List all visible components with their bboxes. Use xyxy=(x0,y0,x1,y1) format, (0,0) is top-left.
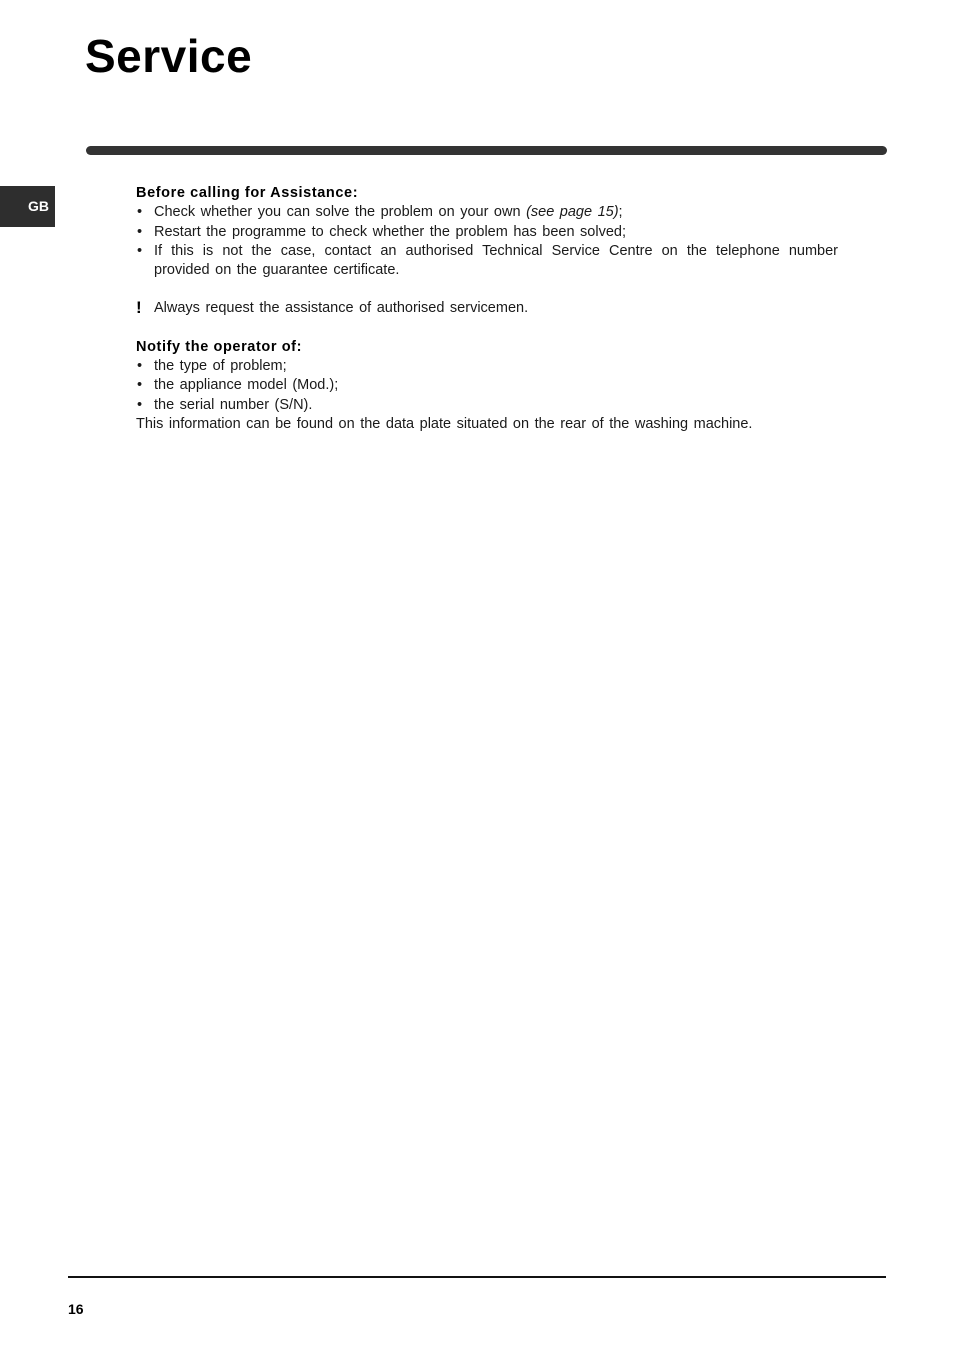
list-item-punctuation: ; xyxy=(618,204,623,221)
page-title: Service xyxy=(85,30,253,82)
warning-text: Always request the assistance of authorised servicemen. xyxy=(154,300,529,317)
exclamation-icon: ! xyxy=(136,298,142,318)
spacer xyxy=(136,319,838,338)
notify-heading: Notify the operator of: xyxy=(136,338,303,355)
list-item xyxy=(136,203,838,222)
footer-divider xyxy=(68,1276,886,1278)
assistance-list xyxy=(136,203,838,280)
spacer xyxy=(136,280,838,299)
notify-list xyxy=(136,357,838,415)
list-item: • the serial number (S/N). xyxy=(136,396,838,415)
list-item: • Restart the programme to check whether the problem has been solved; xyxy=(136,223,838,242)
list-item: • If this is not the case, contact an authorised Technical Service Centre on the telephone number provided on the guarantee certificate. xyxy=(136,242,838,281)
title-divider xyxy=(86,146,887,155)
service-content xyxy=(136,184,838,434)
data-plate-note: This information can be found on the data plate situated on the rear of the washing machine. xyxy=(136,415,753,432)
warning-note xyxy=(136,299,838,318)
list-item: • the type of problem; xyxy=(136,357,838,376)
list-item: • the appliance model (Mod.); xyxy=(136,376,838,395)
page-reference: (see page 15) xyxy=(526,204,619,221)
page-number: 16 xyxy=(68,1301,84,1317)
assistance-heading: Before calling for Assistance: xyxy=(136,185,359,201)
language-tab: GB xyxy=(0,186,55,227)
list-item-text: Check whether you can solve the problem on your own xyxy=(154,204,527,221)
